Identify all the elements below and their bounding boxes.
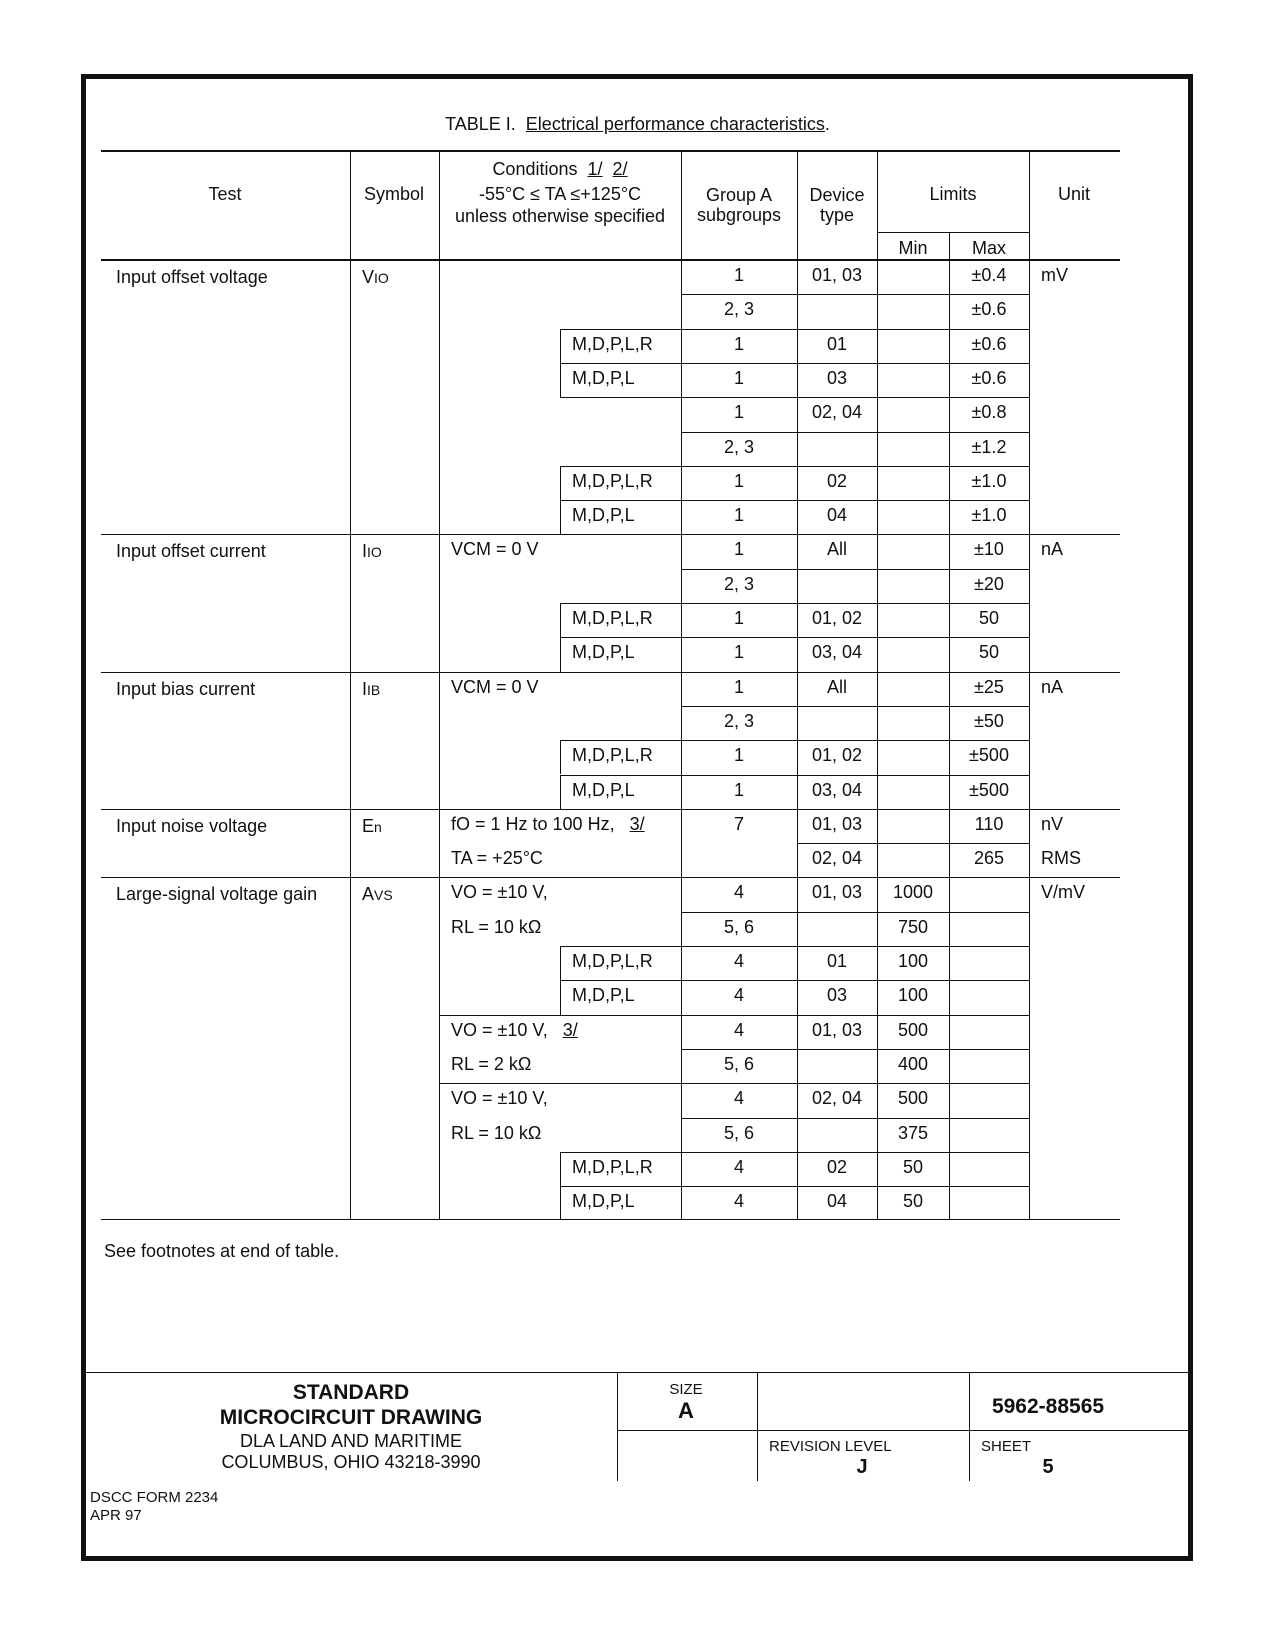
qualifier-divider xyxy=(560,500,561,534)
cell-max: ±0.6 xyxy=(971,367,1007,388)
cell-max: ±0.8 xyxy=(971,402,1007,423)
size-label: SIZE xyxy=(669,1381,703,1398)
cell-device: 01 xyxy=(826,951,848,971)
row-rule xyxy=(681,432,1029,433)
cell-qualifier: M,D,P,L,R xyxy=(572,745,653,766)
cell-subgroup: 1 xyxy=(733,779,745,800)
row-rule xyxy=(560,500,1029,501)
test-unit: mV xyxy=(1041,265,1068,285)
cell-max: ±1.0 xyxy=(971,470,1007,491)
cell-device: 01, 03 xyxy=(811,813,863,834)
row-rule xyxy=(681,706,1029,707)
cell-subgroup: 1 xyxy=(733,745,745,766)
test-unit: nV xyxy=(1041,813,1064,834)
header-symbol: Symbol xyxy=(363,184,425,204)
condition-text: VO = ±10 V, xyxy=(451,1019,548,1040)
symbol-subscript: IO xyxy=(367,544,382,561)
row-rule xyxy=(681,912,1029,913)
gain-condition-rl: RL = 2 kΩ xyxy=(451,1053,532,1074)
cell-max: ±0.6 xyxy=(971,333,1007,354)
cell-subgroup: 1 xyxy=(733,676,745,697)
cell-subgroup: 1 xyxy=(733,608,745,628)
row-rule xyxy=(560,397,1029,398)
cell-subgroup: 4 xyxy=(733,1156,745,1177)
test-unit: V/mV xyxy=(1041,882,1086,903)
cell-qualifier: M,D,P,L,R xyxy=(572,333,653,354)
cell-min: 50 xyxy=(902,1156,924,1177)
gain-condition-vo xyxy=(451,1020,578,1040)
test-rule xyxy=(101,809,1120,810)
row-rule xyxy=(560,775,1029,776)
footer-divider xyxy=(969,1372,970,1481)
cell-max: 50 xyxy=(978,642,1000,663)
test-symbol xyxy=(362,267,389,288)
cell-device: 03 xyxy=(826,367,848,388)
footer-top-rule xyxy=(86,1372,1188,1373)
cell-min: 400 xyxy=(897,1053,929,1074)
qualifier-divider xyxy=(560,637,561,671)
cell-device: All xyxy=(826,539,848,560)
header-min: Min xyxy=(898,238,928,258)
row-rule xyxy=(560,637,1029,638)
qualifier-divider xyxy=(560,466,561,500)
cell-subgroup: 2, 3 xyxy=(723,436,755,457)
header-test: Test xyxy=(208,184,242,204)
cell-device: 02, 04 xyxy=(811,848,863,869)
qualifier-divider xyxy=(560,329,561,363)
footer-divider xyxy=(617,1372,618,1481)
cell-device: 04 xyxy=(826,1191,848,1212)
cell-subgroup: 1 xyxy=(733,402,745,423)
header-limits: Limits xyxy=(929,184,977,204)
cell-device: 01, 03 xyxy=(811,265,863,285)
cell-device: 01, 02 xyxy=(811,608,863,628)
sheet-value: 5 xyxy=(1042,1456,1054,1478)
cell-subgroup: 4 xyxy=(733,985,745,1006)
cell-max: 50 xyxy=(978,608,1000,628)
footnote-note: See footnotes at end of table. xyxy=(104,1241,340,1261)
header-max: Max xyxy=(971,238,1007,258)
table-caption: TABLE I. Electrical performance characteristics. xyxy=(445,114,830,134)
cell-min: 500 xyxy=(897,1019,929,1040)
row-rule xyxy=(681,1118,1029,1119)
cell-max: ±0.6 xyxy=(971,299,1007,320)
cell-min: 1000 xyxy=(892,882,934,903)
revision-level-value: J xyxy=(856,1456,868,1478)
row-rule xyxy=(681,294,1029,295)
cell-device: 01 xyxy=(826,333,848,354)
cell-max: 265 xyxy=(973,848,1005,869)
cell-qualifier: M,D,P,L,R xyxy=(572,1156,653,1177)
test-condition: VCM = 0 V xyxy=(451,676,539,697)
cell-device: 01, 02 xyxy=(811,745,863,766)
test-condition-freq xyxy=(451,814,645,834)
symbol-subscript: IO xyxy=(374,270,389,286)
cell-max: ±0.4 xyxy=(971,265,1007,285)
revision-level-label: REVISION LEVEL xyxy=(769,1438,892,1455)
row-rule xyxy=(560,740,1029,741)
test-unit-rms: RMS xyxy=(1041,848,1081,869)
header-conditions: Conditions 1/ 2/ xyxy=(492,159,628,179)
cell-subgroup: 1 xyxy=(733,539,745,560)
document-number: 5962-88565 xyxy=(991,1395,1105,1418)
cell-subgroup: 4 xyxy=(733,1191,745,1212)
row-rule xyxy=(439,1015,1029,1016)
header-group-a: Group A xyxy=(705,185,773,205)
test-condition-temp: TA = +25°C xyxy=(451,848,543,869)
cell-subgroup: 2, 3 xyxy=(723,299,755,320)
test-name: Input offset voltage xyxy=(116,267,268,287)
row-rule xyxy=(681,569,1029,570)
test-name: Input bias current xyxy=(116,678,256,699)
col-divider xyxy=(1029,151,1030,1220)
col-divider xyxy=(681,151,682,1220)
test-rule xyxy=(101,877,1120,878)
header-conditions-note: unless otherwise specified xyxy=(454,206,666,226)
cell-qualifier: M,D,P,L xyxy=(572,1191,635,1212)
qualifier-divider xyxy=(560,740,561,774)
cell-qualifier: M,D,P,L,R xyxy=(572,470,653,491)
qualifier-divider xyxy=(560,775,561,809)
cell-max: ±1.0 xyxy=(971,505,1007,526)
test-unit: nA xyxy=(1041,539,1064,560)
cell-qualifier: M,D,P,L,R xyxy=(572,608,653,628)
symbol-main: V xyxy=(362,267,375,287)
row-rule xyxy=(560,946,1029,947)
symbol-subscript: n xyxy=(374,818,382,835)
cell-subgroup: 7 xyxy=(733,813,745,834)
cell-min: 375 xyxy=(897,1122,929,1143)
cell-min: 100 xyxy=(897,951,929,971)
cell-subgroup: 5, 6 xyxy=(723,1053,755,1074)
cell-subgroup: 4 xyxy=(733,1088,745,1109)
cell-device: 01, 03 xyxy=(811,882,863,903)
cell-max: ±1.2 xyxy=(971,436,1007,457)
cell-device: 01, 03 xyxy=(811,1019,863,1040)
header-type: type xyxy=(819,205,855,225)
cell-device: 03, 04 xyxy=(811,642,863,663)
cell-device: 02, 04 xyxy=(811,1088,863,1109)
cell-max: 110 xyxy=(974,813,1004,834)
qualifier-divider xyxy=(560,363,561,397)
footnote-ref: 3/ xyxy=(629,813,645,834)
cell-subgroup: 1 xyxy=(733,367,745,388)
col-divider xyxy=(439,151,440,1220)
cell-min: 50 xyxy=(902,1191,924,1212)
cell-device: 02, 04 xyxy=(811,402,863,423)
symbol-main: A xyxy=(362,884,375,905)
row-rule xyxy=(797,843,1029,844)
symbol-subscript: VS xyxy=(374,887,393,904)
qualifier-divider xyxy=(560,1186,561,1220)
test-symbol xyxy=(362,884,393,905)
symbol-main: I xyxy=(362,678,368,699)
footer-drawing: MICROCIRCUIT DRAWING xyxy=(219,1406,483,1429)
condition-text: fO = 1 Hz to 100 Hz, xyxy=(451,813,615,834)
cell-subgroup: 1 xyxy=(733,470,745,491)
test-condition: VCM = 0 V xyxy=(451,539,539,560)
cell-max: ±20 xyxy=(974,573,1004,594)
cell-max: ±500 xyxy=(969,745,1009,766)
gain-condition-vo: VO = ±10 V, xyxy=(451,882,548,903)
header-subgroups: subgroups xyxy=(696,205,782,225)
header-conditions-range: -55°C ≤ TA ≤+125°C xyxy=(478,184,642,204)
cell-subgroup: 5, 6 xyxy=(723,916,755,937)
footer-org: DLA LAND AND MARITIME xyxy=(239,1431,463,1451)
sheet-label: SHEET xyxy=(981,1438,1032,1455)
test-symbol xyxy=(362,816,382,837)
cell-subgroup: 1 xyxy=(733,333,745,354)
limits-divider xyxy=(878,232,1029,233)
table-bottom-rule xyxy=(101,1219,1120,1220)
qualifier-divider xyxy=(560,946,561,980)
cell-min: 100 xyxy=(897,985,929,1006)
cell-subgroup: 4 xyxy=(733,1019,745,1040)
cell-qualifier: M,D,P,L xyxy=(572,985,635,1006)
cell-qualifier: M,D,P,L xyxy=(572,505,635,526)
row-rule xyxy=(560,329,1029,330)
cell-subgroup: 2, 3 xyxy=(723,710,755,731)
row-rule xyxy=(560,1186,1029,1187)
cell-max: ±500 xyxy=(969,779,1009,800)
test-name: Large-signal voltage gain xyxy=(116,884,318,905)
cell-device: 02 xyxy=(826,470,848,491)
cell-subgroup: 4 xyxy=(733,882,745,903)
cell-subgroup: 4 xyxy=(733,951,745,971)
header-unit: Unit xyxy=(1057,184,1091,204)
test-name: Input noise voltage xyxy=(116,815,268,836)
cell-max: ±10 xyxy=(974,539,1004,560)
footer-standard: STANDARD xyxy=(292,1381,410,1404)
gain-condition-rl: RL = 10 kΩ xyxy=(451,916,542,937)
test-symbol xyxy=(362,679,380,700)
row-rule xyxy=(560,466,1029,467)
row-rule xyxy=(560,1152,1029,1153)
symbol-main: I xyxy=(362,541,368,562)
size-value: A xyxy=(678,1398,694,1423)
form-number: DSCC FORM 2234 xyxy=(90,1489,219,1506)
test-symbol xyxy=(362,541,382,562)
cell-device: 03 xyxy=(826,985,848,1006)
cell-device: 04 xyxy=(826,505,848,526)
row-rule xyxy=(681,1049,1029,1050)
test-name: Input offset current xyxy=(116,541,266,562)
cell-min: 750 xyxy=(897,916,929,937)
footer-divider xyxy=(757,1372,758,1481)
qualifier-divider xyxy=(560,980,561,1014)
qualifier-divider xyxy=(560,603,561,637)
test-rule xyxy=(101,672,1120,673)
row-rule xyxy=(560,603,1029,604)
gain-condition-rl: RL = 10 kΩ xyxy=(451,1122,542,1143)
footnote-ref: 3/ xyxy=(562,1019,578,1040)
symbol-main: E xyxy=(362,815,375,836)
cell-qualifier: M,D,P,L xyxy=(572,367,635,388)
cell-subgroup: 1 xyxy=(733,265,745,285)
col-divider xyxy=(350,151,351,1220)
row-rule xyxy=(439,1083,1029,1084)
cell-device: 02 xyxy=(826,1156,848,1177)
gain-condition-vo: VO = ±10 V, xyxy=(451,1088,548,1109)
cell-subgroup: 1 xyxy=(733,642,745,663)
cell-subgroup: 5, 6 xyxy=(723,1122,755,1143)
header-bottom-rule xyxy=(101,259,1120,261)
header-device: Device xyxy=(809,185,865,205)
qualifier-divider xyxy=(560,1152,561,1186)
cell-max: ±50 xyxy=(974,710,1004,731)
symbol-subscript: IB xyxy=(367,681,381,698)
col-divider xyxy=(877,151,878,1220)
test-unit: nA xyxy=(1041,676,1064,697)
footer-mid-rule xyxy=(617,1430,1188,1431)
row-rule xyxy=(560,980,1029,981)
cell-subgroup: 1 xyxy=(733,505,745,526)
cell-qualifier: M,D,P,L xyxy=(572,642,635,663)
test-rule xyxy=(101,534,1120,535)
cell-min: 500 xyxy=(897,1088,929,1109)
row-rule xyxy=(560,363,1029,364)
table-top-rule xyxy=(101,150,1120,152)
footer-address: COLUMBUS, OHIO 43218-3990 xyxy=(221,1452,481,1472)
cell-qualifier: M,D,P,L,R xyxy=(572,951,653,971)
cell-device: 03, 04 xyxy=(811,779,863,800)
cell-max: ±25 xyxy=(974,676,1004,697)
col-divider xyxy=(949,232,950,1220)
col-divider xyxy=(797,151,798,1220)
cell-subgroup: 2, 3 xyxy=(723,573,755,594)
cell-device: All xyxy=(826,676,848,697)
cell-qualifier: M,D,P,L xyxy=(572,779,635,800)
form-date: APR 97 xyxy=(90,1507,142,1524)
